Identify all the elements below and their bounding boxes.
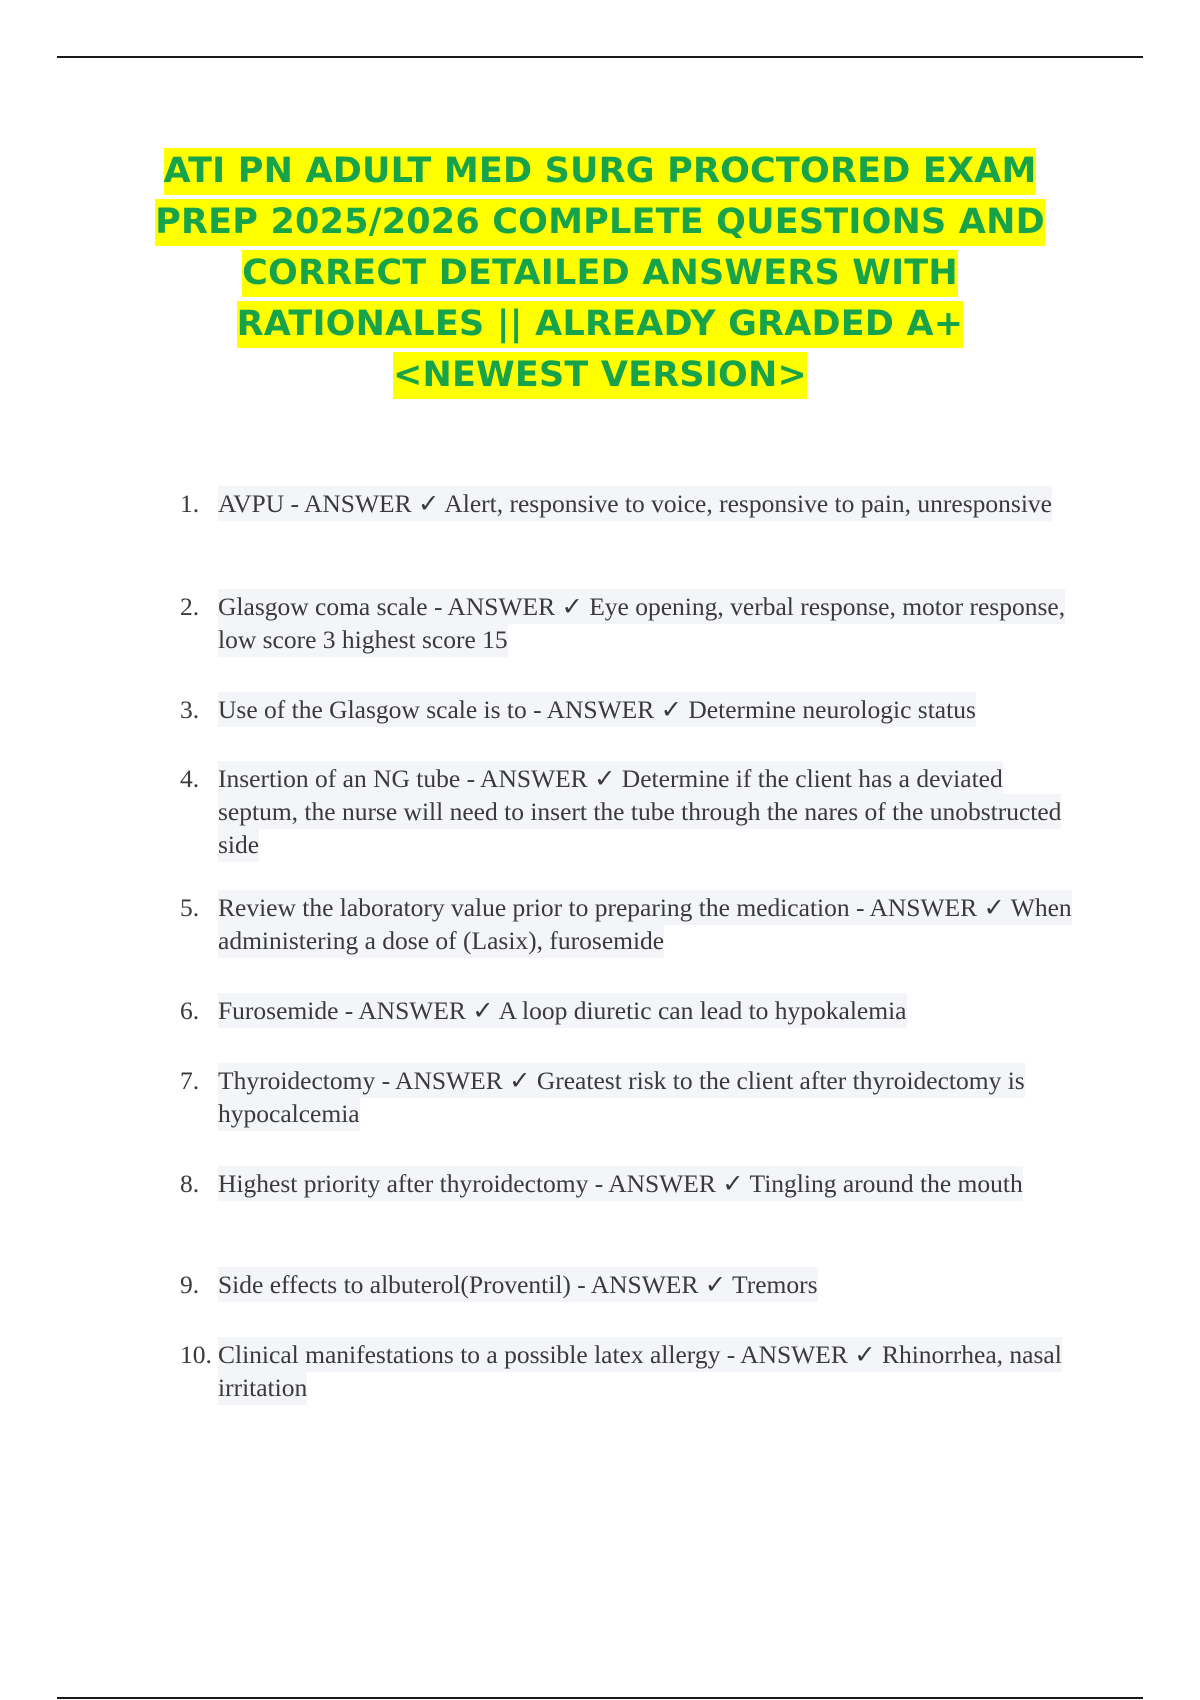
item-number: 10. bbox=[180, 1340, 212, 1369]
item-number: 1. bbox=[180, 489, 200, 518]
item-text: Highest priority after thyroidectomy - ANSWER ✓ Tingling around the mouth bbox=[218, 1166, 1023, 1201]
item-number: 7. bbox=[180, 1066, 200, 1095]
item-text: Insertion of an NG tube - ANSWER ✓ Determine if the client has a deviated septum, the nurse will need to insert the tube through the nares of the unobstructed side bbox=[218, 761, 1061, 862]
item-text: Review the laboratory value prior to preparing the medication - ANSWER ✓ When administering a dose of (Lasix), furosemide bbox=[218, 890, 1072, 958]
title-line-3: CORRECT DETAILED ANSWERS WITH bbox=[242, 250, 958, 297]
item-number: 8. bbox=[180, 1169, 200, 1198]
bottom-rule bbox=[57, 1697, 1143, 1699]
item-number: 6. bbox=[180, 996, 200, 1025]
item-number: 3. bbox=[180, 695, 200, 724]
item-number: 4. bbox=[180, 764, 200, 793]
item-text: Side effects to albuterol(Proventil) - ANSWER ✓ Tremors bbox=[218, 1267, 818, 1302]
title-line-5: <NEWEST VERSION> bbox=[393, 352, 807, 399]
item-number: 2. bbox=[180, 592, 200, 621]
item-text: Thyroidectomy - ANSWER ✓ Greatest risk to the client after thyroidectomy is hypocalcemia bbox=[218, 1063, 1025, 1131]
item-text: Clinical manifestations to a possible latex allergy - ANSWER ✓ Rhinorrhea, nasal irritation bbox=[218, 1337, 1062, 1405]
top-rule bbox=[57, 56, 1143, 58]
title-line-1: ATI PN ADULT MED SURG PROCTORED EXAM bbox=[164, 148, 1037, 195]
item-number: 5. bbox=[180, 893, 200, 922]
item-number: 9. bbox=[180, 1270, 200, 1299]
item-text: Furosemide - ANSWER ✓ A loop diuretic can lead to hypokalemia bbox=[218, 993, 907, 1028]
item-text: Use of the Glasgow scale is to - ANSWER ✓ Determine neurologic status bbox=[218, 692, 976, 727]
title-line-4: RATIONALES || ALREADY GRADED A+ bbox=[237, 301, 964, 348]
title-line-2: PREP 2025/2026 COMPLETE QUESTIONS AND bbox=[155, 199, 1045, 246]
document-title bbox=[100, 146, 1100, 401]
item-text: Glasgow coma scale - ANSWER ✓ Eye opening, verbal response, motor response, low score 3 highest score 15 bbox=[218, 589, 1065, 657]
item-text: AVPU - ANSWER ✓ Alert, responsive to voice, responsive to pain, unresponsive bbox=[218, 486, 1052, 521]
